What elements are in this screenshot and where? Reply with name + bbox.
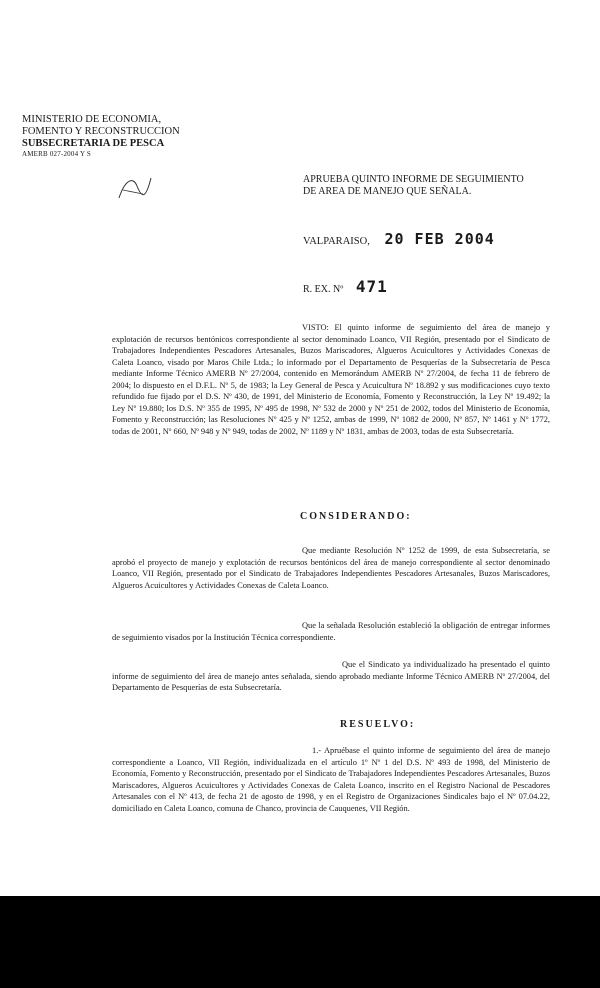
resolution-number bbox=[303, 277, 388, 296]
considerando-paragraph-1 bbox=[112, 545, 550, 591]
rex-label: R. EX. Nº bbox=[303, 284, 344, 295]
considerando-3-text: Que el Sindicato ya individualizado ha presentado el quinto informe de seguimiento del área de manejo antes señalada, siendo aprobado mediante Informe Técnico AMERB Nº 27/2004, del Departamento de Pesquerías de esta Subsecretaría. bbox=[112, 660, 550, 692]
considerando-paragraph-3 bbox=[112, 659, 550, 694]
ministry-name-cont: FOMENTO Y RECONSTRUCCION bbox=[22, 126, 180, 137]
rex-number: 471 bbox=[355, 277, 388, 296]
considerando-paragraph-2 bbox=[112, 620, 550, 643]
signature-mark bbox=[115, 168, 155, 208]
resuelvo-title: RESUELVO: bbox=[340, 719, 416, 730]
visto-text: VISTO: El quinto informe de seguimiento del área de manejo y explotación de recursos bentónicos correspondiente al sector denominado Loanco, VII Región, presentado por el Sindicato de Trabajadores Independientes Pescadores Artesanales, Buzos Mariscadores, Algueros Acuicultores y Actividades Conexas de Caleta Loanco, visado por Maros Chile Ltda.; lo informado por el Departamento de Pesquerías de la Subsecretaría de Pesca mediante Informe Técnico AMERB Nº 27/2004, contenido en Memorándum AMERB Nº 27/2004, de fecha 11 de febrero de 2004; lo dispuesto en el D.F.L. Nº 5, de 1983; la Ley General de Pesca y Acuicultura Nº 18.892 y sus modificaciones cuyo texto refundido fue fijado por el D.S. Nº 430, de 1991, del Ministerio de Economía, Fomento y Reconstrucción, la Ley Nº 19.492; la Ley Nº 19.880; los D.S. Nº 355 de 1995, Nº 495 de 1998, Nº 532 de 2000 y Nº 251 de 2002, todos del Ministerio de Economía, Fomento y Reconstrucción; las Resoluciones Nº 425 y Nº 1252, ambas de 1999, Nº 1082 de 2000, Nº 857, Nº 1461 y Nº 1772, todas de 2001, Nº 660, Nº 948 y Nº 949, todas de 2002, Nº 1189 y Nº 1831, ambas de 2003, todas de esta Subsecretaría. bbox=[112, 323, 550, 436]
scan-border bbox=[0, 896, 600, 988]
place-date bbox=[303, 230, 563, 248]
considerando-1-text: Que mediante Resolución Nº 1252 de 1999, de esta Subsecretaría, se aprobó el proyecto de manejo y explotación de recursos bentónicos del área de manejo correspondiente al sector denominado Loanco, VII Región, presentado por el Sindicato de Trabajadores Independientes Pescadores Artesanales, Buzos Mariscadores, Algueros Acuicultores y Actividades Conexas de Caleta Loanco. bbox=[112, 546, 550, 590]
reference-code: AMERB 027-2004 Y S bbox=[22, 150, 92, 158]
considerando-2-text: Que la señalada Resolución estableció la obligación de entregar informes de seguimiento visados por la Institución Técnica correspondiente. bbox=[112, 621, 550, 642]
ministry-name: MINISTERIO DE ECONOMIA, bbox=[22, 114, 162, 125]
resuelvo-1-text: 1.- Apruébase el quinto informe de seguimiento del área de manejo correspondiente a Loanco, VII Región, individualizada en el artículo 1º Nº 1 del D.S. Nº 493 de 1998, del Ministerio de Economía, Fomento y Reconstrucción, presentado por el Sindicato de Trabajadores Independientes Pescadores Artesanales, Buzos Mariscadores, Algueros Acuicultores y Actividades Conexas de Caleta Loanco, inscrito en el Registro Nacional de Pescadores Artesanales con el Nº 413, de fecha 21 de agosto de 1998, y en el Registro de Organizaciones Sindicales bajo el Nº 07.04.22, domiciliado en Caleta Loanco, comuna de Chanco, provincia de Cauquenes, VII Región. bbox=[112, 746, 550, 813]
resolution-subject bbox=[303, 174, 563, 198]
resuelvo-paragraph-1 bbox=[112, 745, 550, 814]
ministry-header bbox=[22, 114, 252, 159]
visto-paragraph bbox=[112, 322, 550, 437]
date-stamp: 20 FEB 2004 bbox=[384, 230, 495, 248]
subject-line-1: APRUEBA QUINTO INFORME DE SEGUIMIENTO bbox=[303, 174, 524, 185]
subject-line-2: DE AREA DE MANEJO QUE SEÑALA. bbox=[303, 186, 472, 197]
place: VALPARAISO, bbox=[303, 236, 370, 247]
considerando-title: CONSIDERANDO: bbox=[300, 511, 412, 522]
subsecretaria-name: SUBSECRETARIA DE PESCA bbox=[22, 138, 165, 149]
